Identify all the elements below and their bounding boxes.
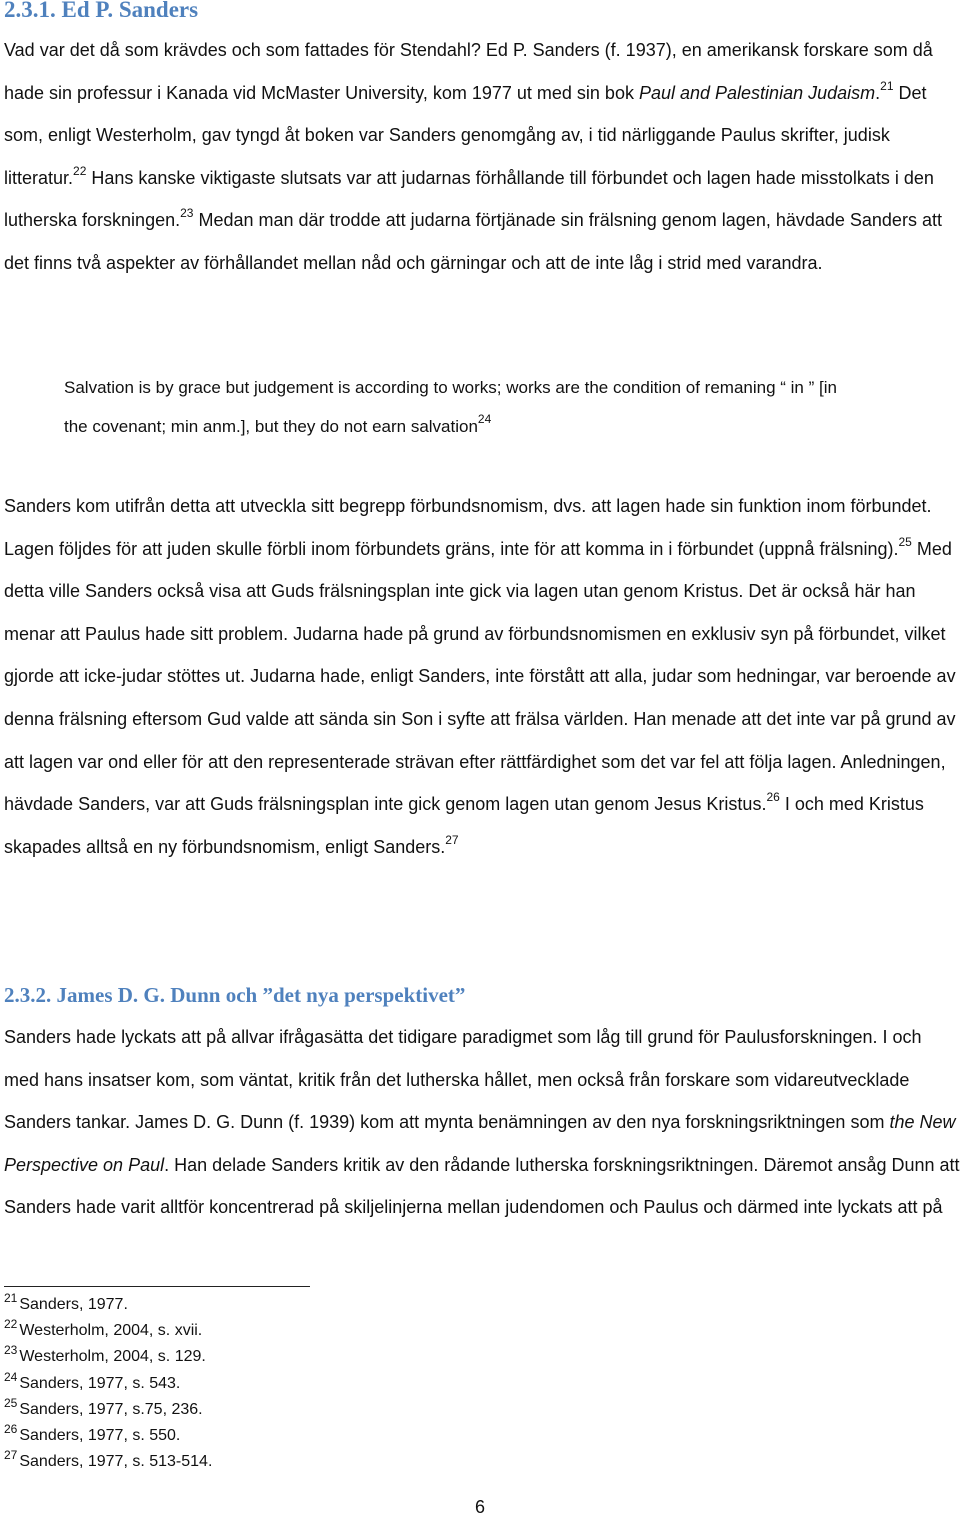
footnote-number: 23 (4, 1343, 18, 1358)
block-quote (64, 368, 844, 446)
quote-text: Salvation is by grace but judgement is according to works; works are the condition of remaning “ in ” [in the covenant; min anm.], but they do not earn salvation (64, 378, 837, 436)
footnote-ref-26[interactable]: 26 (766, 790, 780, 805)
para3-text-2: . Han delade Sanders kritik av den rådande lutherska forskningsriktningen. Däremot ansåg Dunn att Sanders hade varit alltför koncentrerad på skiljelinjerna mellan judendomen och Paulus och därmed inte lyckats att på (4, 1154, 960, 1218)
paragraph-dunn-intro (4, 1016, 960, 1229)
footnote-ref-23[interactable]: 23 (180, 206, 194, 221)
footnote-number: 21 (4, 1291, 18, 1305)
footnote-27 (4, 1449, 212, 1475)
para2-text-1: Sanders kom utifrån detta att utveckla sitt begrepp förbundsnomism, dvs. att lagen hade sin funktion inom förbundet. Lagen följdes för att juden skulle förbli inom förbundets gräns, inte för att komma in i förbundet (uppnå frälsning). (4, 496, 932, 559)
para1-text-4: Hans kanske viktigaste slutsats var att judarnas förhållande till förbundet och lagen hade misstolkats i den lutherska forskningen. (4, 167, 934, 231)
footnote-22 (4, 1318, 212, 1344)
footnote-ref-21[interactable]: 21 (880, 78, 894, 93)
section-heading-sanders: 2.3.1. Ed P. Sanders (4, 0, 199, 22)
section-heading-dunn: 2.3.2. James D. G. Dunn och ”det nya perspektivet” (4, 983, 466, 1007)
footnote-text: Westerholm, 2004, s. 129. (19, 1348, 206, 1366)
para2-text-3: I och med Kristus skapades alltså en ny förbundsnomism, enligt Sanders. (4, 794, 924, 857)
footnote-number: 26 (4, 1421, 18, 1436)
footnote-number: 22 (4, 1317, 18, 1332)
footnote-ref-25[interactable]: 25 (898, 534, 912, 549)
footnote-number: 24 (4, 1369, 18, 1384)
para1-text-3: Det som, enligt Westerholm, gav tyngd åt boken var Sanders genomgång av, i tid närliggande Paulus skrifter, judisk litteratur. (4, 82, 927, 188)
para1-text-2: . (875, 82, 881, 103)
page-number: 6 (474, 1497, 485, 1517)
footnote-25 (4, 1397, 212, 1423)
paragraph-sanders-intro (4, 29, 960, 285)
para1-text-1: Vad var det då som krävdes och som fattades för Stendahl? Ed P. Sanders (f. 1937), en amerikansk forskare som då hade sin professur i Kanada vid McMaster University, kom 1977 ut med sin bok (4, 40, 933, 103)
footnote-text: Sanders, 1977, s. 550. (19, 1426, 181, 1444)
footnote-text: Sanders, 1977, s. 543. (19, 1374, 181, 1392)
footnote-26 (4, 1423, 212, 1449)
new-perspective-term: the New Perspective on Paul (4, 1112, 956, 1175)
footnote-ref-22[interactable]: 22 (73, 163, 87, 178)
footnote-separator (4, 1286, 310, 1287)
para1-text-5: Medan man där trodde att judarna förtjänade sin frälsning genom lagen, hävdade Sanders att det finns två aspekter av förhållandet mellan nåd och gärningar och att de inte låg i strid med varandra. (4, 210, 942, 273)
footnote-text: Westerholm, 2004, s. xvii. (19, 1322, 203, 1340)
footnote-number: 27 (4, 1448, 18, 1463)
footnotes (4, 1292, 212, 1475)
footnote-23 (4, 1344, 212, 1370)
footnote-ref-27[interactable]: 27 (445, 832, 459, 847)
footnote-text: Sanders, 1977, s.75, 236. (19, 1400, 203, 1418)
footnote-ref-24[interactable]: 24 (477, 412, 492, 426)
footnote-24 (4, 1371, 212, 1397)
paragraph-covenantal-nomism (4, 485, 960, 868)
book-title: Paul and Palestinian Judaism (638, 82, 876, 103)
para3-text-1: Sanders hade lyckats att på allvar ifrågasätta det tidigare paradigmet som låg till grund för Paulusforskningen. I och med hans insatser kom, som väntat, kritik från det lutherska hållet, men också från forskare som vidareutvecklade Sanders tankar. James D. G. Dunn (f. 1939) kom att mynta benämningen av den nya forskningsriktningen som (4, 1027, 922, 1133)
footnote-number: 25 (4, 1395, 18, 1410)
footnote-21 (4, 1292, 212, 1318)
footnote-text: Sanders, 1977, s. 513-514. (19, 1453, 213, 1471)
para2-text-2: Med detta ville Sanders också visa att Guds frälsningsplan inte gick via lagen utan genom Kristus. Det är också här han menar att Paulus hade sitt problem. Judarna hade på grund av förbundsnomismen en exklusiv syn på förbundet, vilket gjorde att icke-judar stöttes ut. Judarna hade, enligt Sanders, inte förstått att alla, judar som hedningar, var beroende av denna frälsning eftersom Gud valde att sända sin Son i syfte att frälsa världen. Han menade att det inte var på grund av att lagen var ond eller för att den representerade strävan efter rättfärdighet som det var fel att följa lagen. Anledningen, hävdade Sanders, var att Guds frälsningsplan inte gick genom lagen utan genom Jesus Kristus. (4, 538, 956, 815)
footnote-text: Sanders, 1977. (19, 1296, 128, 1313)
